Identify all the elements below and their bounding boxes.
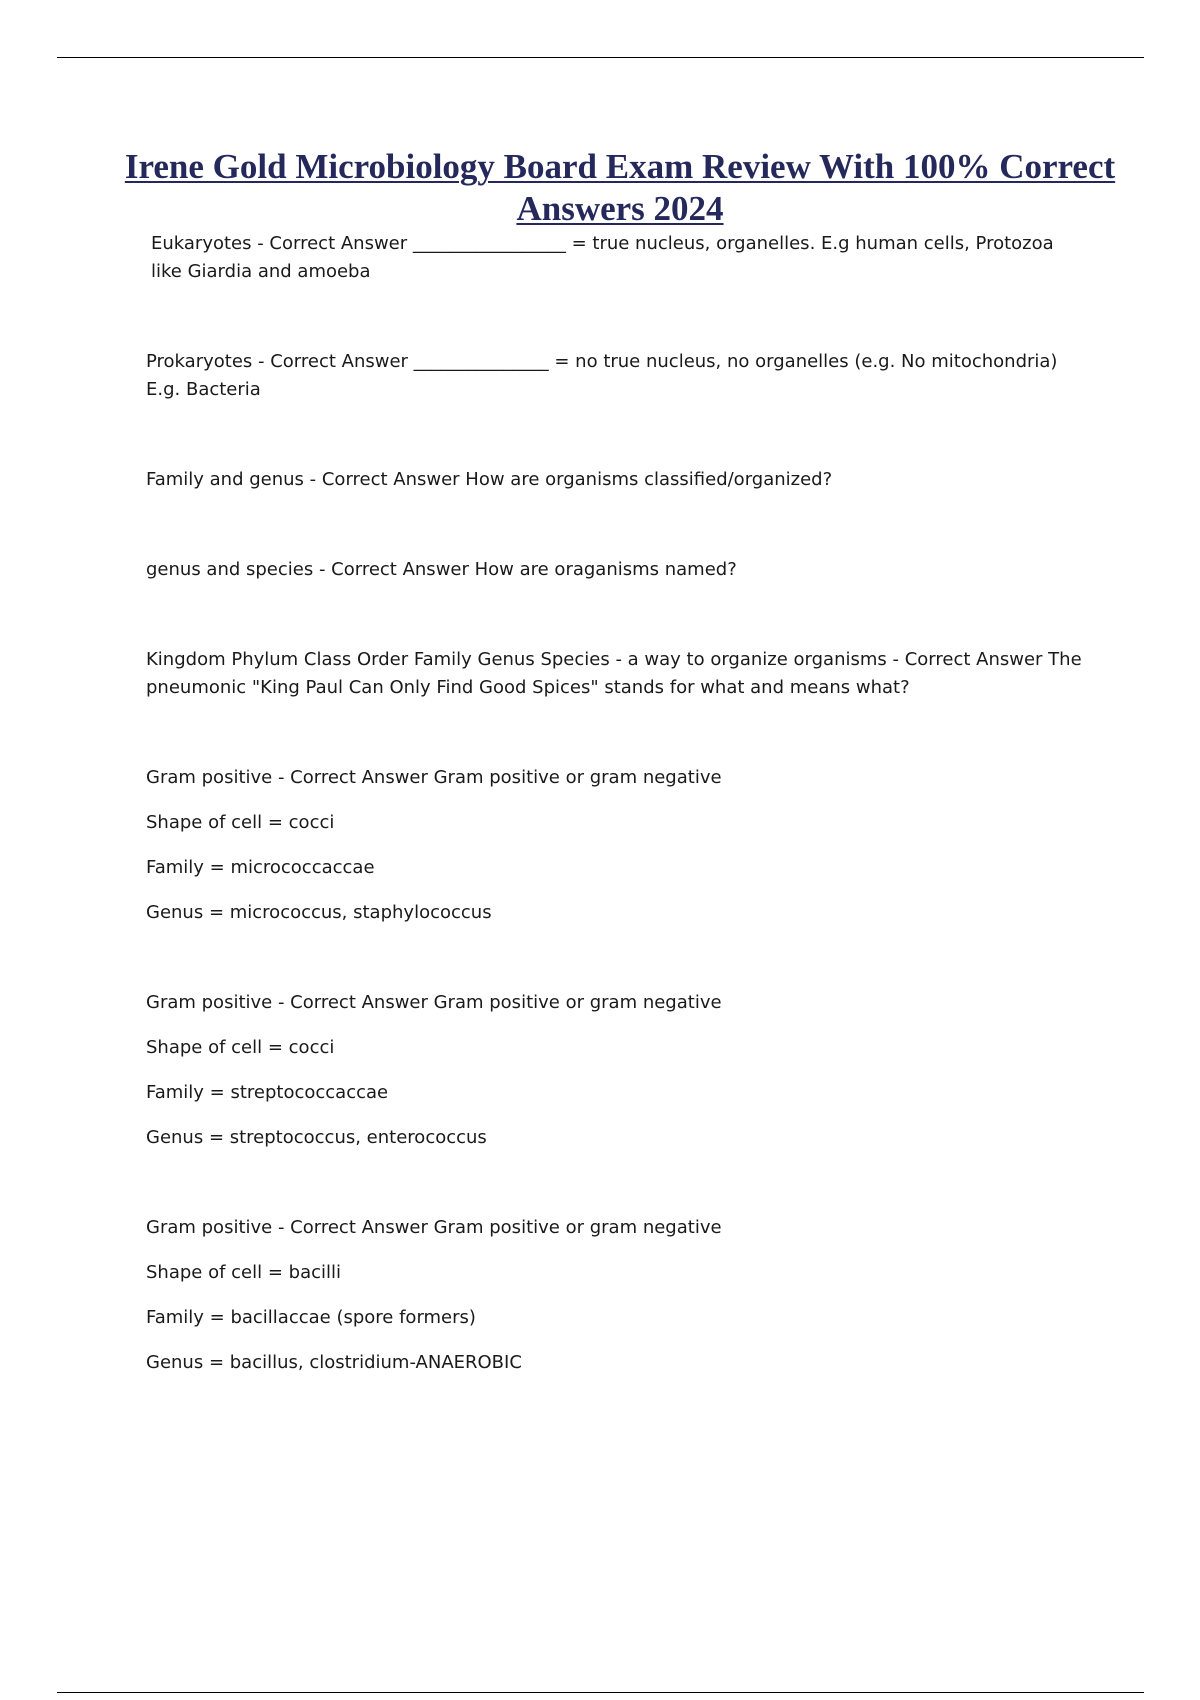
qa-paragraph-eukaryotes: Eukaryotes - Correct Answer _________________ = true nucleus, organelles. E.g human cells, Protozoa like Giardia and amoeba <box>151 233 1054 282</box>
entry-line: Family = streptococcaccae <box>146 1082 389 1103</box>
entry-line: Family = micrococcaccae <box>146 857 375 878</box>
entry-line: Genus = streptococcus, enterococcus <box>146 1127 487 1148</box>
qa-paragraph-naming: genus and species - Correct Answer How are oraganisms named? <box>146 559 737 580</box>
entry-line: Family = bacillaccae (spore formers) <box>146 1307 476 1328</box>
qa-paragraph-prokaryotes: Prokaryotes - Correct Answer _______________ = no true nucleus, no organelles (e.g. No mitochondria) E.g. Bacteria <box>146 351 1058 400</box>
entry-line: Genus = bacillus, clostridium-ANAEROBIC <box>146 1352 522 1373</box>
page-title: Irene Gold Microbiology Board Exam Review With 100% Correct Answers 2024 <box>124 147 1116 228</box>
bottom-rule <box>57 1692 1144 1693</box>
qa-entry-bacillaccae <box>146 1214 1086 1377</box>
entry-line: Gram positive - Correct Answer Gram positive or gram negative <box>146 1217 722 1238</box>
qa-entry-streptococcaccae <box>146 989 1086 1152</box>
qa-paragraph-classification: Family and genus - Correct Answer How are organisms classified/organized? <box>146 469 833 490</box>
entry-line: Gram positive - Correct Answer Gram positive or gram negative <box>146 767 722 788</box>
entry-line: Shape of cell = cocci <box>146 812 335 833</box>
qa-paragraph-mnemonic: Kingdom Phylum Class Order Family Genus Species - a way to organize organisms - Correct Answer The pneumonic "King Paul Can Only Find Good Spices" stands for what and means what? <box>146 649 1082 698</box>
top-rule <box>57 57 1144 58</box>
qa-entry-micrococcaccae <box>146 764 1086 927</box>
entry-line: Shape of cell = cocci <box>146 1037 335 1058</box>
document-body <box>146 230 1086 1439</box>
entry-line: Shape of cell = bacilli <box>146 1262 342 1283</box>
entry-line: Gram positive - Correct Answer Gram positive or gram negative <box>146 992 722 1013</box>
entry-line: Genus = micrococcus, staphylococcus <box>146 902 492 923</box>
